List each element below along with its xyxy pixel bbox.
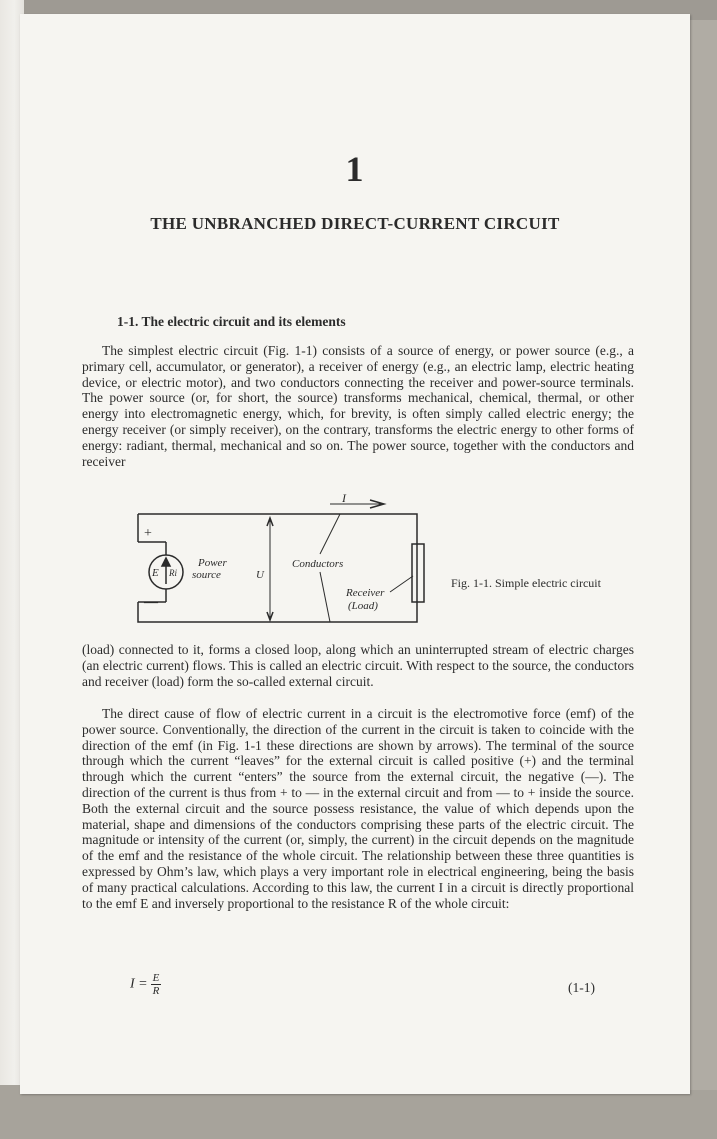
paragraph-load <box>82 642 634 689</box>
book-page <box>20 14 690 1094</box>
minus-label: — <box>144 595 158 610</box>
paragraph-text: The direct cause of flow of electric current in a circuit is the electromotive force (emf) of the power source. Conventionally, the direction of the current in the circuit is taken to coincide with the direction of the emf (in Fig. 1-1 these directions are shown by arrows). The terminal of the source through which the current “leaves” for the external circuit is called positive (+) and the terminal through which the current “enters” the source from the external circuit, the negative (—). The direction of the current is thus from + to — in the external circuit and from — to + inside the source. Both the external circuit and the source possess resistance, the value of which depends upon the material, shape and dimensions of the conductors comprising these parts of the electric circuit. The magnitude or intensity of the current (or, simply, the current) in the circuit depends on the magnitude of the emf and the resistance of the whole circuit. The relationship between these three quantities is expressed by Ohm’s law, which plays a very important role in electrical engineering, being the basis of many practical calculations. According to this law, the current I in a circuit is directly proportional to the emf E and inversely proportional to the resistance R of the whole circuit: <box>82 706 634 911</box>
chapter-number: 1 <box>345 149 365 189</box>
paragraph-emf <box>82 706 634 911</box>
emf-arrowhead <box>162 558 170 566</box>
ohms-law-formula <box>130 972 161 997</box>
page-edge <box>690 20 717 1090</box>
power-source-label: Power <box>198 557 227 569</box>
voltage-label: U <box>256 569 264 581</box>
formula-numerator: E <box>152 972 160 984</box>
section-heading: 1-1. The electric circuit and its elements <box>117 314 346 329</box>
power-source-label-2: source <box>192 569 221 581</box>
conductor-pointer <box>320 514 340 554</box>
receiver-box <box>412 544 424 602</box>
emf-label: E <box>152 567 159 579</box>
current-label: I <box>342 492 346 505</box>
figure-caption: Fig. 1-1. Simple electric circuit <box>451 576 601 590</box>
paragraph-text: The simplest electric circuit (Fig. 1-1) consists of a source of energy, or power source (e.g., a primary cell, accumulator, or generator), a receiver of energy (e.g., an electric lamp, electric heating device, or electric motor), and two conductors connecting the receiver and power-source terminals. The power source (or, for short, the source) transforms mechanical, chemical, thermal, or other energy into electromagnetic energy, which, for brevity, is often simply called electric energy; the energy receiver (or simply receiver), on the contrary, transforms the electric energy to other forms of energy: radiant, thermal, mechanical and so on. The power source, together with the conductors and receiver <box>82 343 634 469</box>
conductors-label: Conductors <box>292 558 344 570</box>
formula-denominator: R <box>152 985 160 997</box>
paragraph-text: (load) connected to it, forms a closed loop, along which an uninterrupted stream of electric charges (an electric current) flows. This is called an electric circuit. With respect to the source, the conductors and receiver (load) form the so-called external circuit. <box>82 642 634 689</box>
load-label: (Load) <box>348 600 378 612</box>
plus-label: + <box>144 526 152 541</box>
receiver-pointer <box>390 576 413 592</box>
equation-number: (1-1) <box>568 980 595 995</box>
receiver-label: Receiver <box>346 587 385 599</box>
internal-resistance-label: Ri <box>169 568 177 578</box>
paragraph-intro <box>82 343 634 469</box>
chapter-title: THE UNBRANCHED DIRECT-CURRENT CIRCUIT <box>150 214 560 233</box>
conductor-pointer <box>320 572 330 622</box>
formula-fraction <box>151 972 162 997</box>
circuit-figure <box>130 492 450 632</box>
formula-lhs: I = <box>130 976 148 992</box>
